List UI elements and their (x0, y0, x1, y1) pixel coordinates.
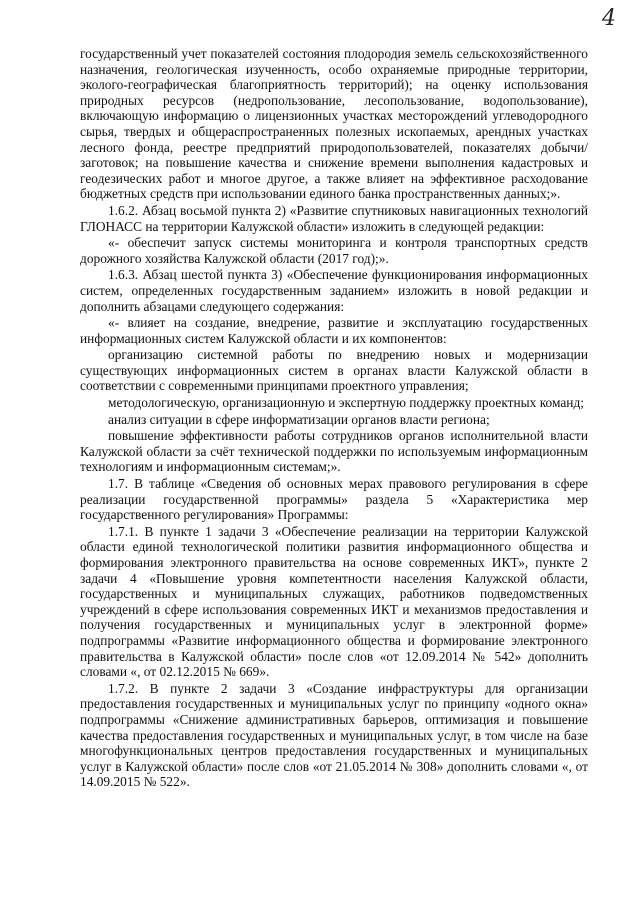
paragraph-methodology: методологическую, организационную и экспертную поддержку проектных команд; (108, 395, 584, 411)
document-body (80, 46, 588, 790)
paragraph-1-7-1: 1.7.1. В пункте 1 задачи 3 «Обеспечение реализации на территории Калужской области единой технологической политики развития информационного общества и формирования электронного правительства на основе современных ИКТ», пункте 2 задачи 4 «Повышение уровня компетентности населения Калужской области, государственных и муниципальных служащих, работников подведомственных учреждений в сфере использования современных ИКТ и механизмов предоставления и получения государственных и муниципальных услуг в электронной форме» подпрограммы «Развитие информационного общества и формирование электронного правительства в Калужской области» после слов «от 12.09.2014 № 542» дополнить словами «, от 02.12.2015 № 669». (80, 523, 588, 680)
paragraph-quote-gis: «- влияет на создание, внедрение, развитие и эксплуатацию государственных информационных систем Калужской области и их компонентов: (80, 315, 588, 346)
paragraph-1: государственный учет показателей состояния плодородия земель сельскохозяйственного назначения, геологическая изученность, особо охраняемые природные территории, эколого-географическая благоприятность территорий); на оценку использования природных ресурсов (недропользование, лесопользование, водопользование), включающую информацию о лицензионных участках месторождений углеводородного сырья, твердых и общераспространенных полезных ископаемых, арендных участках лесного фонда, реестре предприятий природопользователей, показателях добычи/заготовок; на повышение качества и снижение времени выполнения кадастровых и геодезических работ и многое другое, а также влияет на эффективное расходование бюджетных средств при использовании единого банка пространственных данных;». (80, 46, 588, 202)
paragraph-analysis: анализ ситуации в сфере информатизации органов власти региона; (108, 411, 490, 427)
paragraph-1-6-2: 1.6.2. Абзац восьмой пункта 2) «Развитие спутниковых навигационных технологий ГЛОНАСС на территории Калужской области» изложить в следующей редакции: (80, 202, 588, 234)
paragraph-efficiency: повышение эффективности работы сотрудников органов исполнительной власти Калужской области за счёт технической поддержки по используемым информационным технологиям и информационным системам;». (80, 428, 588, 475)
paragraph-1-7-2: 1.7.2. В пункте 2 задачи 3 «Создание инфраструктуры для организации предоставления государственных и муниципальных услуг по принципу «одного окна» подпрограммы «Снижение административных барьеров, оптимизация и повышение качества предоставления государственных и муниципальных услуг, в том числе на базе многофункциональных центров предоставления государственных и муниципальных услуг в Калужской области» после слов «от 21.05.2014 № 308» дополнить словами «, от 14.09.2015 № 522». (80, 680, 588, 790)
paragraph-1-6-3: 1.6.3. Абзац шестой пункта 3) «Обеспечение функционирования информационных систем, определенных государственным заданием» изложить в новой редакции и дополнить абзацами следующего содержания: (80, 267, 588, 314)
paragraph-organization: организацию системной работы по внедрению новых и модернизации существующих информационных систем в органах власти Калужской области в соответствии с современными принципами проектного управления; (80, 347, 588, 394)
page-number: 4 (602, 6, 616, 31)
paragraph-1-7: 1.7. В таблице «Сведения об основных мерах правового регулирования в сфере реализации государственной программы» раздела 5 «Характеристика мер государственного регулирования» Программы: (80, 476, 588, 523)
paragraph-quote-glonass: «- обеспечит запуск системы мониторинга и контроля транспортных средств дорожного хозяйства Калужской области (2017 год);». (80, 235, 588, 266)
